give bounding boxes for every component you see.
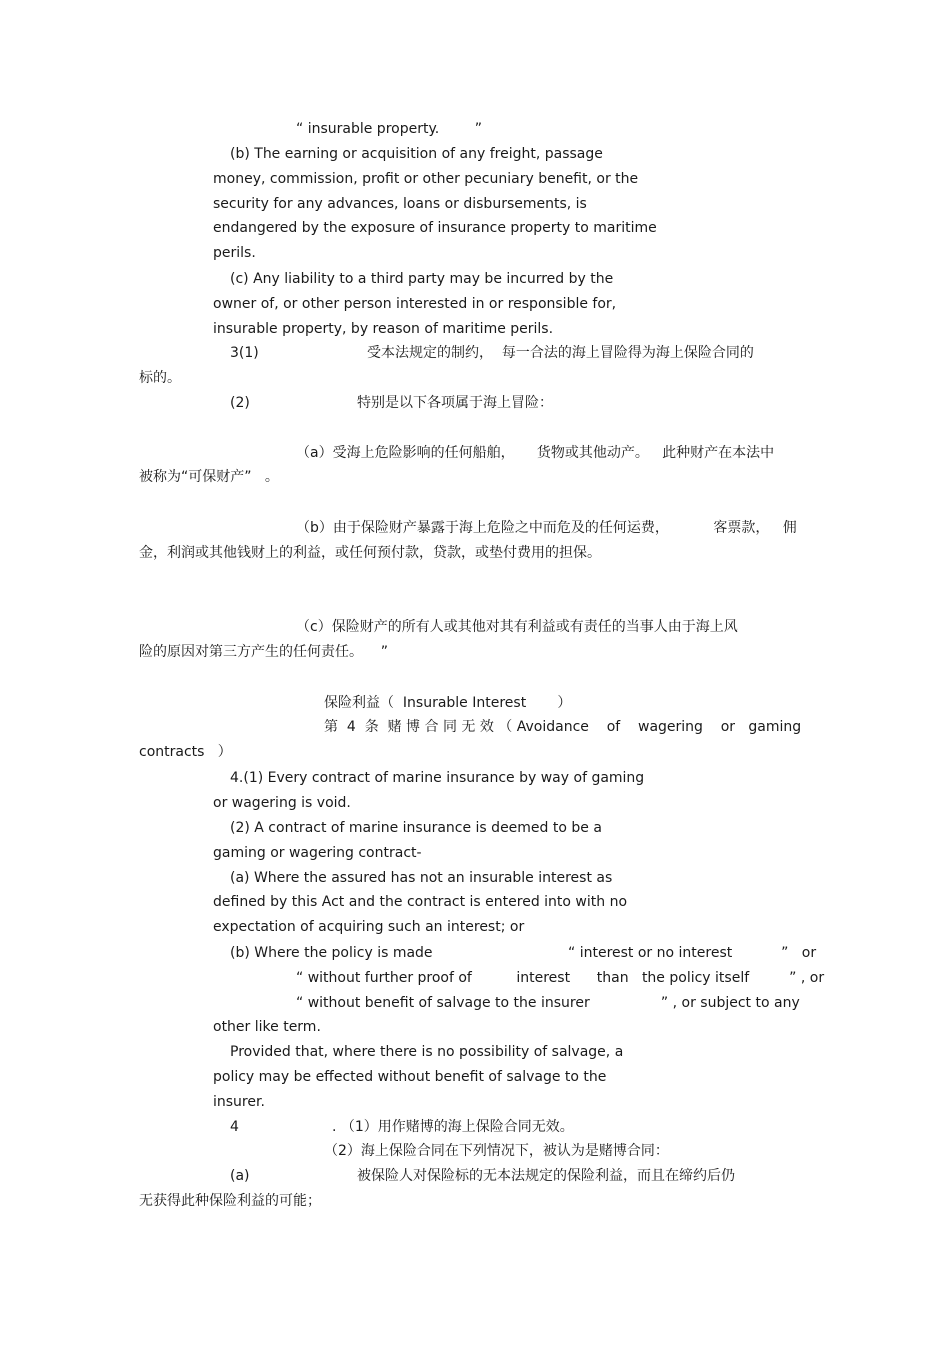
text-line: 特别是以下各项属于海上冒险： <box>357 395 553 411</box>
text-line: 被称为“可保财产” 。 <box>139 469 279 485</box>
text-line: “ without further proof of interest than the policy itself ” , or <box>296 970 825 986</box>
text-line: 金，利润或其他钱财上的利益，或任何预付款，贷款，或垫付费用的担保。 <box>139 545 601 561</box>
text-line: . （1）用作赌博的海上保险合同无效。 <box>332 1119 574 1135</box>
article-heading: 第 4 条 赌 博 合 同 无 效 （ Avoidance of wagering or gaming <box>324 719 802 735</box>
text-line: （a）受海上危险影响的任何船舶， 货物或其他动产。 此种财产在本法中 <box>296 445 775 461</box>
text-line: 3(1) <box>230 345 259 361</box>
text-line: contracts ） <box>139 744 232 760</box>
text-line: insurer. <box>213 1094 265 1110</box>
text-line: money, commission, profit or other pecuniary benefit, or the <box>213 171 639 187</box>
text-line: expectation of acquiring such an interest; or <box>213 919 525 935</box>
text-line: 险的原因对第三方产生的任何责任。 ” <box>139 644 389 660</box>
text-line: defined by this Act and the contract is entered into with no <box>213 894 628 910</box>
text-line: policy may be effected without benefit of salvage to the <box>213 1069 607 1085</box>
text-line: （c）保险财产的所有人或其他对其有利益或有责任的当事人由于海上风 <box>296 619 738 635</box>
text-line: “ interest or no interest ” or <box>568 945 817 961</box>
text-line: 4 <box>230 1119 239 1135</box>
text-line: or wagering is void. <box>213 795 351 811</box>
text-line: (2) <box>230 395 250 411</box>
text-line: other like term. <box>213 1019 321 1035</box>
text-line: 4.(1) Every contract of marine insurance by way of gaming <box>230 770 645 786</box>
text-line: insurable property, by reason of maritime perils. <box>213 321 554 337</box>
text-line: (a) <box>230 1168 250 1184</box>
text-line: 无获得此种保险利益的可能； <box>139 1193 321 1209</box>
section-heading: 保险利益（ Insurable Interest ） <box>324 695 572 711</box>
text-line: (a) Where the assured has not an insurable interest as <box>230 870 613 886</box>
text-line: security for any advances, loans or disbursements, is <box>213 196 587 212</box>
text-line: 被保险人对保险标的无本法规定的保险利益，而且在缔约后仍 <box>357 1168 735 1184</box>
text-line: “ without benefit of salvage to the insurer ” , or subject to any <box>296 995 800 1011</box>
text-line: 受本法规定的制约， 每一合法的海上冒险得为海上保险合同的 <box>367 345 754 361</box>
text-line: owner of, or other person interested in or responsible for, <box>213 296 617 312</box>
text-line: “ insurable property. ” <box>296 121 483 137</box>
text-line: gaming or wagering contract- <box>213 845 422 861</box>
text-line: 标的。 <box>139 370 181 386</box>
text-line: perils. <box>213 245 256 261</box>
text-line: (c) Any liability to a third party may be incurred by the <box>230 271 614 287</box>
text-line: (2) A contract of marine insurance is deemed to be a <box>230 820 602 836</box>
text-line: （2）海上保险合同在下列情况下，被认为是赌博合同： <box>324 1143 669 1159</box>
text-line: (b) The earning or acquisition of any freight, passage <box>230 146 603 162</box>
text-line: （b）由于保险财产暴露于海上危险之中而危及的任何运费， 客票款， 佣 <box>296 520 797 536</box>
text-line: endangered by the exposure of insurance property to maritime <box>213 220 657 236</box>
text-line: (b) Where the policy is made <box>230 945 433 961</box>
text-line: Provided that, where there is no possibility of salvage, a <box>230 1044 624 1060</box>
